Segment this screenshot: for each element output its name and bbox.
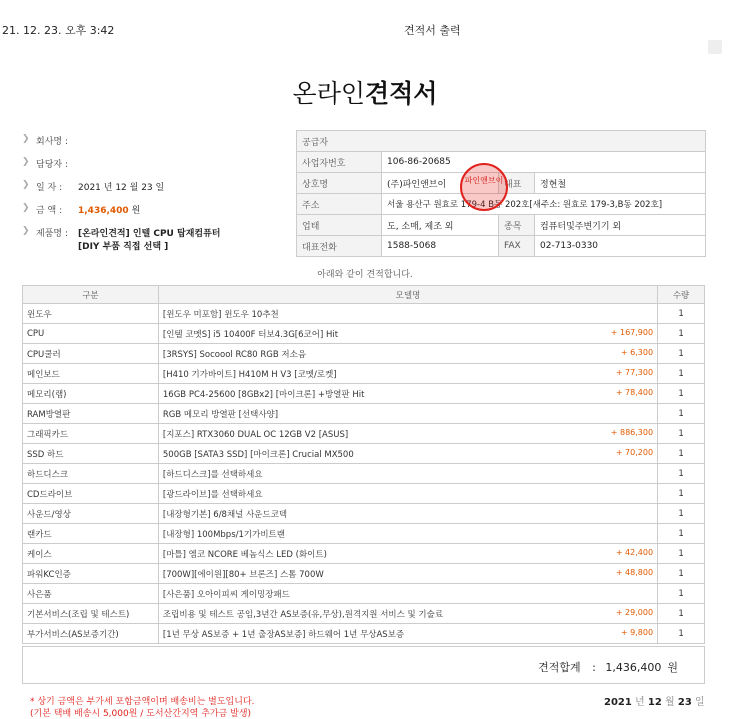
row-model <box>158 404 657 424</box>
table-row <box>23 564 705 584</box>
table-row <box>23 304 705 324</box>
row-qty: 1 <box>658 464 705 484</box>
total-label: 견적합계 <box>538 661 581 674</box>
table-row <box>23 384 705 404</box>
row-category: CPU쿨러 <box>23 344 159 364</box>
chevron-right-icon: ❯ <box>22 157 30 167</box>
row-qty: 1 <box>658 444 705 464</box>
footer-year-unit: 년 <box>635 697 645 708</box>
row-category: 사운드/영상 <box>23 504 159 524</box>
company-label: 상호명 <box>297 173 382 194</box>
row-qty: 1 <box>658 404 705 424</box>
row-price: + 9,800 <box>620 628 654 637</box>
row-category: 랜카드 <box>23 524 159 544</box>
row-price: + 29,000 <box>615 608 654 617</box>
row-category: 케이스 <box>23 544 159 564</box>
biz-no-value: 106-86-20685 <box>382 152 706 173</box>
total-sep: : <box>592 661 596 674</box>
footer-month-unit: 월 <box>665 697 675 708</box>
fax-value: 02-713-0330 <box>535 236 706 257</box>
ceo-value: 정현철 <box>535 173 706 194</box>
title-part1: 온라인 <box>292 79 365 108</box>
customer-label: 담당자 : <box>36 160 68 170</box>
total-box <box>22 646 705 684</box>
row-model-text: [윈도우 미포함] 윈도우 10추천 <box>162 309 279 320</box>
customer-info <box>22 134 292 256</box>
row-category: 그래픽카드 <box>23 424 159 444</box>
row-qty: 1 <box>658 484 705 504</box>
row-model <box>158 484 657 504</box>
row-category: CPU <box>23 324 159 344</box>
table-row <box>23 604 705 624</box>
footer-day: 23 <box>677 697 692 708</box>
total-value: 1,436,400 <box>605 661 662 674</box>
row-model <box>158 424 657 444</box>
addr-value: 서울 용산구 원효로 179-4 B동 202호[새주소: 원효로 179-3,B동 202호] <box>382 194 706 215</box>
amount-value: 1,436,400 <box>78 206 129 216</box>
customer-label: 금 액 : <box>36 206 63 216</box>
row-category: CD드라이브 <box>23 484 159 504</box>
product-line1: [온라인견적] 인텔 CPU 탑재컴퓨터 <box>78 229 221 239</box>
row-price: + 167,900 <box>610 328 654 337</box>
row-category: RAM방열판 <box>23 404 159 424</box>
table-row <box>23 364 705 384</box>
row-model <box>158 604 657 624</box>
row-model <box>158 364 657 384</box>
row-qty: 1 <box>658 564 705 584</box>
print-datetime: 21. 12. 23. 오후 3:42 <box>2 24 115 37</box>
row-qty: 1 <box>658 324 705 344</box>
print-title: 견적서 출력 <box>404 24 461 37</box>
row-category: 메인보드 <box>23 364 159 384</box>
type-value: 도, 소매, 제조 외 <box>382 215 499 236</box>
row-model-text: [인텔 코멧S] i5 10400F 터보4.3G[6코어] Hit <box>162 329 339 340</box>
table-row <box>23 524 705 544</box>
notice-text: 아래와 같이 견적합니다. <box>317 270 413 280</box>
footer-note: * 상기 금액은 부가세 포함금액이며 배송비는 별도입니다. <box>30 697 255 707</box>
row-qty: 1 <box>658 544 705 564</box>
chevron-right-icon: ❯ <box>22 226 30 236</box>
phone-value: 1588-5068 <box>382 236 499 257</box>
chevron-right-icon: ❯ <box>22 203 30 213</box>
amount-unit: 원 <box>131 206 141 216</box>
product-line2: [DIY 부품 직접 선택 ] <box>78 242 169 252</box>
row-model-text: [내장형기본] 6/8채널 사운드코덱 <box>162 509 288 520</box>
customer-date-row <box>22 180 292 203</box>
total-unit: 원 <box>667 661 678 674</box>
row-model <box>158 524 657 544</box>
row-model <box>158 464 657 484</box>
customer-product-row <box>22 226 292 256</box>
row-qty: 1 <box>658 344 705 364</box>
row-qty: 1 <box>658 424 705 444</box>
footer-day-unit: 일 <box>694 697 705 708</box>
title-part2: 견적서 <box>365 79 438 108</box>
row-model-text: [하드디스크]를 선택하세요 <box>162 469 263 480</box>
row-model-text: [내장형] 100Mbps/1기가비트랜 <box>162 529 285 540</box>
customer-value: 2021 년 12 월 23 일 <box>78 183 165 193</box>
row-model <box>158 324 657 344</box>
page-title <box>0 74 730 110</box>
row-category: 파워KC인증 <box>23 564 159 584</box>
row-qty: 1 <box>658 584 705 604</box>
footer-month: 12 <box>647 697 662 708</box>
row-category: 부가서비스(AS보증기간) <box>23 624 159 644</box>
row-price: + 48,800 <box>615 568 654 577</box>
row-qty: 1 <box>658 504 705 524</box>
row-model-text: [H410 기가바이트] H410M H V3 [코멧/로켓] <box>162 369 337 380</box>
row-model <box>158 304 657 324</box>
table-row <box>23 344 705 364</box>
company-value: (주)파인앤브이 <box>382 173 499 194</box>
row-model-text: [사은품] 오아이피씨 게이밍장패드 <box>162 589 290 600</box>
customer-amount <box>78 203 140 216</box>
table-row <box>23 444 705 464</box>
customer-label: 일 자 : <box>36 183 63 193</box>
row-qty: 1 <box>658 364 705 384</box>
phone-label: 대표전화 <box>297 236 382 257</box>
header-category: 구분 <box>23 286 159 304</box>
addr-label: 주소 <box>297 194 382 215</box>
table-row <box>23 584 705 604</box>
row-model-text: [1년 무상 AS보증 + 1년 출장AS보증] 하드웨어 1년 무상AS보증 <box>162 629 405 640</box>
ceo-label: 대표 <box>499 173 535 194</box>
customer-amount-row <box>22 203 292 226</box>
row-category: 사은품 <box>23 584 159 604</box>
row-category: 하드디스크 <box>23 464 159 484</box>
row-price: + 886,300 <box>610 428 654 437</box>
table-row <box>23 624 705 644</box>
row-model <box>158 344 657 364</box>
table-row <box>23 484 705 504</box>
row-model-text: 조립비용 및 테스트 공임,3년간 AS보증(유,무상),원격지원 서비스 및 기술료 <box>162 609 444 620</box>
company-seal-stamp: 파인앤브이 <box>460 163 508 211</box>
row-category: 메모리(램) <box>23 384 159 404</box>
row-model-text: [마틀] 엠코 NCORE 베놈식스 LED (화이트) <box>162 549 327 560</box>
biz-no-label: 사업자번호 <box>297 152 382 173</box>
row-price: + 6,300 <box>620 348 654 357</box>
row-model-text: [700W][에이원][80+ 브론즈] 스톰 700W <box>162 569 324 580</box>
row-model <box>158 564 657 584</box>
page-corner-icon <box>708 40 722 54</box>
table-row <box>23 464 705 484</box>
row-model <box>158 544 657 564</box>
footer-note2: (기본 택배 배송시 5,000원 / 도서산간지역 추가금 발생) <box>30 709 252 719</box>
chevron-right-icon: ❯ <box>22 180 30 190</box>
row-model-text: [3RSYS] Socoool RC80 RGB 저소음 <box>162 349 307 360</box>
table-row <box>23 404 705 424</box>
customer-manager-row <box>22 157 292 180</box>
row-model <box>158 624 657 644</box>
customer-label: 회사명 : <box>36 137 68 147</box>
item-value: 컴퓨터및주변기기 외 <box>535 215 706 236</box>
chevron-right-icon: ❯ <box>22 134 30 144</box>
row-model <box>158 504 657 524</box>
row-price: + 70,200 <box>615 448 654 457</box>
table-row <box>23 544 705 564</box>
row-price: + 77,300 <box>615 368 654 377</box>
estimate-table <box>22 285 705 644</box>
customer-label: 제품명 : <box>36 229 68 239</box>
customer-company-row <box>22 134 292 157</box>
table-row <box>23 504 705 524</box>
header-model: 모델명 <box>158 286 657 304</box>
product-name <box>78 226 220 252</box>
row-model-text: 500GB [SATA3 SSD] [마이크론] Crucial MX500 <box>162 449 354 460</box>
item-label: 종목 <box>499 215 535 236</box>
row-qty: 1 <box>658 604 705 624</box>
row-qty: 1 <box>658 304 705 324</box>
table-header-row <box>23 286 705 304</box>
row-model-text: [광드라이브]를 선택하세요 <box>162 489 263 500</box>
type-label: 업태 <box>297 215 382 236</box>
row-model-text: 16GB PC4-25600 [8GBx2] [마이크론] +방열판 Hit <box>162 389 365 400</box>
table-row <box>23 424 705 444</box>
header-qty: 수량 <box>658 286 705 304</box>
row-qty: 1 <box>658 624 705 644</box>
footer-date <box>604 693 705 708</box>
fax-label: FAX <box>499 236 535 257</box>
row-model-text: RGB 메모리 방열판 [선택사양] <box>162 409 279 420</box>
row-price: + 42,400 <box>615 548 654 557</box>
row-category: SSD 하드 <box>23 444 159 464</box>
row-model <box>158 444 657 464</box>
row-price: + 78,400 <box>615 388 654 397</box>
row-model-text: [지포스] RTX3060 DUAL OC 12GB V2 [ASUS] <box>162 429 349 440</box>
row-qty: 1 <box>658 524 705 544</box>
row-category: 기본서비스(조립 및 테스트) <box>23 604 159 624</box>
footer-year: 2021 <box>604 697 632 708</box>
row-qty: 1 <box>658 384 705 404</box>
supplier-heading: 공급자 <box>297 131 706 152</box>
row-category: 윈도우 <box>23 304 159 324</box>
row-model <box>158 384 657 404</box>
row-model <box>158 584 657 604</box>
table-row <box>23 324 705 344</box>
table-body <box>23 304 705 644</box>
total-text <box>538 659 678 675</box>
